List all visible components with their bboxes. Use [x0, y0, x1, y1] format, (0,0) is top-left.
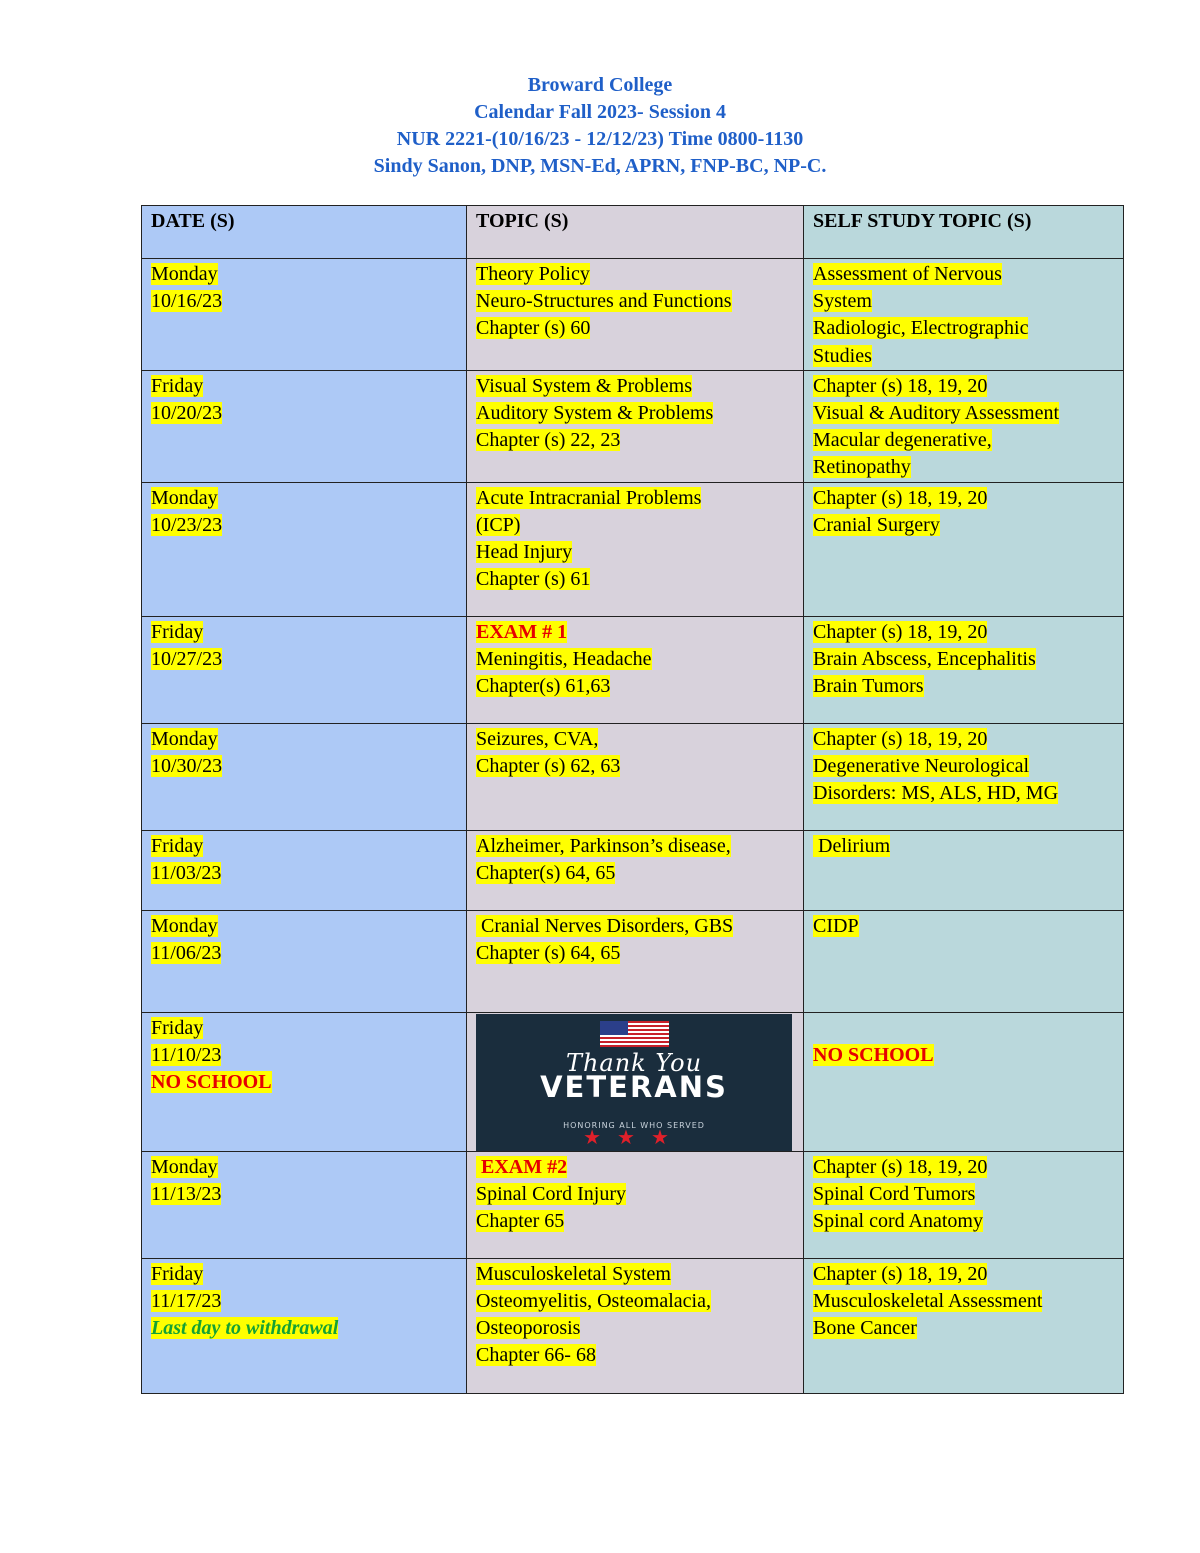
no-school-label: NO SCHOOL — [151, 1071, 272, 1094]
topic-cell: Acute Intracranial Problems (ICP) Head Injury Chapter (s) 61 — [467, 482, 804, 616]
course-info: NUR 2221-(10/16/23 - 12/12/23) Time 0800-1130 — [396, 128, 804, 150]
date-cell: Monday 11/06/23 — [142, 910, 467, 1012]
calendar-title: Calendar Fall 2023- Session 4 — [474, 101, 726, 123]
date-cell: Friday 10/20/23 — [142, 370, 467, 482]
table-row — [142, 259, 1124, 371]
self-study-cell: Assessment of Nervous System Radiologic, Electrographic Studies — [804, 259, 1124, 371]
self-study-cell — [804, 1012, 1124, 1151]
instructor-name: Sindy Sanon, DNP, MSN-Ed, APRN, FNP-BC, NP-C. — [373, 155, 827, 177]
date-cell: Friday 11/17/23 Last day to withdrawal — [142, 1258, 467, 1393]
table-row — [142, 616, 1124, 723]
college-name: Broward College — [527, 74, 673, 96]
self-study-cell: Chapter (s) 18, 19, 20 Musculoskeletal Assessment Bone Cancer — [804, 1258, 1124, 1393]
topic-cell: Musculoskeletal System Osteomyelitis, Osteomalacia, Osteoporosis Chapter 66- 68 — [467, 1258, 804, 1393]
table-row — [142, 1012, 1124, 1151]
table-row — [142, 830, 1124, 910]
table-row — [142, 1258, 1124, 1393]
date-cell: Monday 10/23/23 — [142, 482, 467, 616]
column-header-self-study: SELF STUDY TOPIC (S) — [804, 206, 1124, 259]
exam-label: EXAM # 1 — [476, 620, 568, 643]
american-flag-icon — [600, 1021, 669, 1047]
date-cell: Monday 10/16/23 — [142, 259, 467, 371]
date-cell: Friday 10/27/23 — [142, 616, 467, 723]
topic-cell: Alzheimer, Parkinson’s disease, Chapter(s) 64, 65 — [467, 830, 804, 910]
date-cell: Monday 10/30/23 — [142, 723, 467, 830]
self-study-cell: Chapter (s) 18, 19, 20 Spinal Cord Tumors Spinal cord Anatomy — [804, 1151, 1124, 1258]
veterans-day-banner — [476, 1014, 792, 1151]
table-row — [142, 370, 1124, 482]
date-cell: Monday 11/13/23 — [142, 1151, 467, 1258]
topic-cell: Seizures, CVA, Chapter (s) 62, 63 — [467, 723, 804, 830]
stars-icon: ★★★ — [583, 1126, 685, 1149]
self-study-cell: Chapter (s) 18, 19, 20 Degenerative Neurological Disorders: MS, ALS, HD, MG — [804, 723, 1124, 830]
topic-cell: EXAM #2 Spinal Cord Injury Chapter 65 — [467, 1151, 804, 1258]
date-cell: Friday 11/10/23 NO SCHOOL — [142, 1012, 467, 1151]
table-row — [142, 910, 1124, 1012]
exam-label: EXAM #2 — [476, 1155, 568, 1178]
self-study-cell: Delirium — [804, 830, 1124, 910]
self-study-cell: CIDP — [804, 910, 1124, 1012]
document-header — [0, 72, 1200, 180]
column-header-topic: TOPIC (S) — [467, 206, 804, 259]
date-cell: Friday 11/03/23 — [142, 830, 467, 910]
veterans-title: VETERANS — [540, 1069, 728, 1104]
table-row — [142, 723, 1124, 830]
no-school-label: NO SCHOOL — [813, 1043, 934, 1066]
honoring-subtitle: HONORING ALL WHO SERVED — [563, 1120, 705, 1130]
thank-you-script: Thank You — [565, 1048, 703, 1077]
topic-cell: Theory Policy Neuro-Structures and Functions Chapter (s) 60 — [467, 259, 804, 371]
column-header-date: DATE (S) — [142, 206, 467, 259]
self-study-cell: Chapter (s) 18, 19, 20 Brain Abscess, Encephalitis Brain Tumors — [804, 616, 1124, 723]
topic-cell: Cranial Nerves Disorders, GBS Chapter (s) 64, 65 — [467, 910, 804, 1012]
topic-cell: EXAM # 1 Meningitis, Headache Chapter(s) 61,63 — [467, 616, 804, 723]
calendar-table — [141, 205, 1124, 1394]
header-row — [142, 206, 1124, 259]
withdrawal-note: Last day to withdrawal — [151, 1317, 339, 1340]
table-row — [142, 1151, 1124, 1258]
self-study-cell: Chapter (s) 18, 19, 20 Cranial Surgery — [804, 482, 1124, 616]
topic-cell: Visual System & Problems Auditory System & Problems Chapter (s) 22, 23 — [467, 370, 804, 482]
table-row — [142, 482, 1124, 616]
banner-cell — [467, 1012, 804, 1151]
self-study-cell: Chapter (s) 18, 19, 20 Visual & Auditory Assessment Macular degenerative, Retinopathy — [804, 370, 1124, 482]
